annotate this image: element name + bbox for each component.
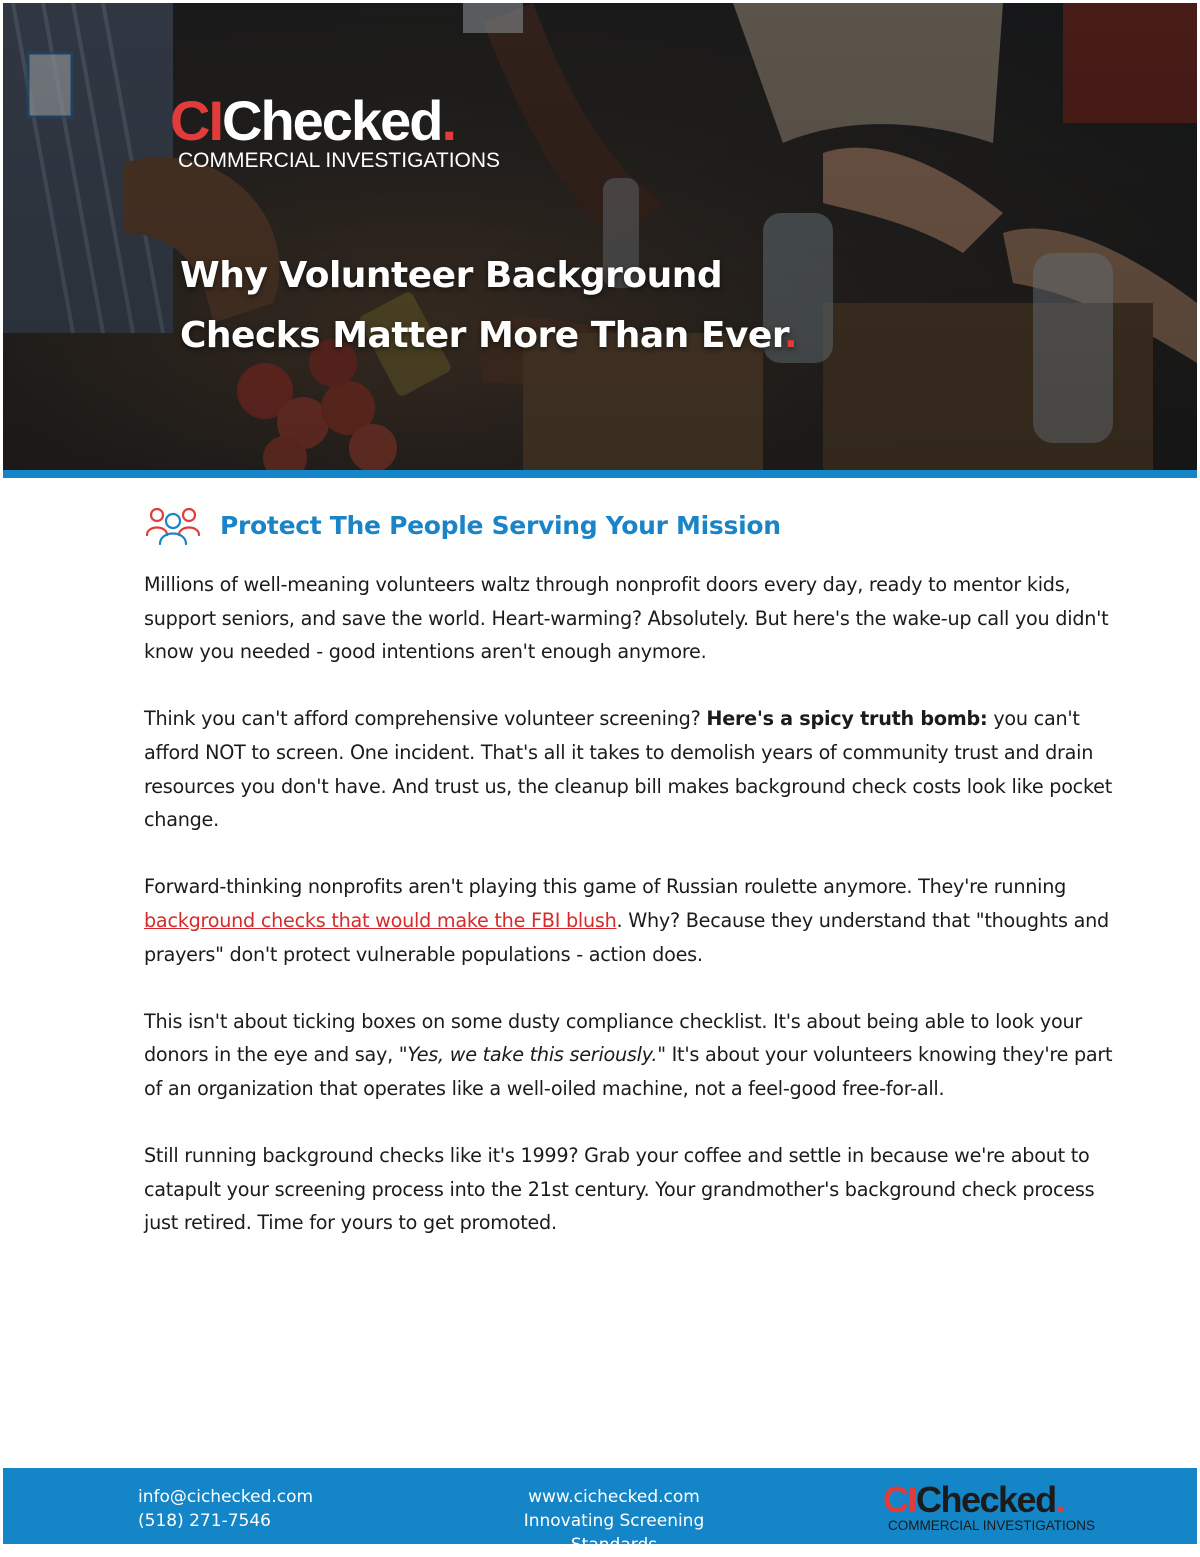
paragraph-1: Millions of well-meaning volunteers waltz through nonprofit doors every day, ready to mentor kids, support seniors, and save the world. Heart-warming? Absolutely. But here's the wake-up call you didn't know you needed - good intentions aren't enough anymore. [144,573,1109,664]
page-title [180,246,1080,366]
title-line-2 [180,306,1080,366]
paragraph-2-rest: you can't afford NOT to screen. One incident. That's all it takes to demolish years of community trust and drain resources you don't have. And trust us, the cleanup bill makes background check costs look like pocket change. [144,707,1112,832]
logo-subtitle: COMMERCIAL INVESTIGATIONS [178,149,501,172]
article-body [144,568,1134,1273]
paragraph-3-rest: . Why? Because they understand that "thoughts and prayers" don't protect vulnerable populations - action does. [144,908,1109,966]
hero-banner [3,3,1197,470]
footer-logo [883,1479,1096,1533]
footer-website[interactable]: www.cichecked.com [528,1487,700,1507]
footer-logo-subtitle: COMMERCIAL INVESTIGATIONS [888,1518,1096,1533]
people-group-icon [145,505,201,545]
hero-photo [3,3,1197,470]
paragraph-3 [144,870,1134,971]
header-logo [170,89,501,173]
paragraph-4-rest: " It's about your volunteers knowing they're part of an organization that operates like a well-oiled machine, not a feel-good free-for-all. [144,1043,1113,1100]
footer-email[interactable]: info@cichecked.com [138,1487,314,1507]
title-line-2-text: Checks Matter More Than Ever [180,315,784,356]
footer-phone[interactable]: (518) 271-7546 [138,1511,271,1531]
section-title: Protect The People Serving Your Mission [220,510,781,540]
background-checks-link[interactable]: background checks that would make the FBI blush [144,908,617,932]
section-heading [145,505,781,545]
title-line-1: Why Volunteer Background [180,255,723,296]
paragraph-2-bold: Here's a spicy truth bomb: [706,707,988,731]
footer-logo-checked-text: Checked [916,1479,1056,1520]
paragraph-4-italic: Yes, we take this seriously. [407,1043,658,1067]
hero-divider-bar [3,470,1197,478]
title-dot: . [783,315,798,356]
logo-ci-text: CI [170,89,222,152]
paragraph-2-lead: Think you can't afford comprehensive volunteer screening? [144,707,707,731]
logo-checked-text: Checked [222,89,442,152]
footer-logo-ci-text: CI [883,1479,916,1520]
footer-tagline: Innovating Screening Standards [523,1511,705,1555]
paragraph-3-lead: Forward-thinking nonprofits aren't playing this game of Russian roulette anymore. They're running [144,875,1067,899]
paragraph-4-lead: This isn't about ticking boxes on some dusty compliance checklist. It's about being able to look your donors in the eye and say, " [144,1009,1083,1067]
footer [3,1468,1197,1555]
logo-dot: . [441,89,455,152]
footer-web [489,1485,739,1557]
footer-logo-dot: . [1055,1479,1065,1520]
footer-contact [138,1485,313,1533]
paragraph-5: Still running background checks like it's 1999? Grab your coffee and settle in because we're about to catapult your screening process into the 21st century. Your grandmother's background check process just retired. Time for yours to get promoted. [144,1144,1095,1235]
paragraph-2 [144,702,1134,836]
paragraph-4 [144,1005,1134,1106]
